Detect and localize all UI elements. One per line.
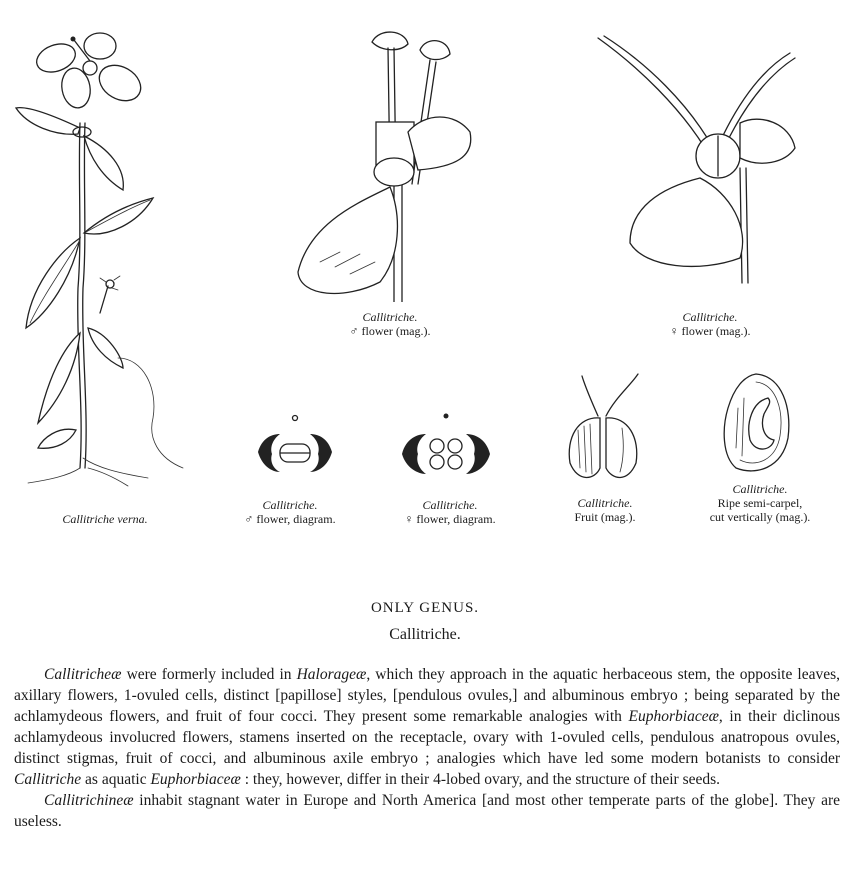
paragraph-2 (14, 790, 840, 832)
caption-fruit-genus: Callitriche. (577, 496, 633, 510)
body-text (14, 664, 840, 832)
caption-female-flower (630, 310, 790, 338)
caption-semi-carpel-desc1: Ripe semi-carpel, (717, 496, 803, 510)
caption-male-flower-desc: ♂ flower (mag.). (349, 324, 431, 338)
male-diagram-illustration (250, 410, 340, 480)
paragraph-1 (14, 664, 840, 790)
caption-fruit (545, 496, 665, 524)
callitriche-verna-illustration (8, 28, 198, 488)
para1-segment: Callitricheæ (44, 666, 122, 683)
caption-callitriche-verna (20, 512, 190, 526)
fruit-illustration (560, 368, 650, 488)
caption-male-diagram-desc: ♂ flower, diagram. (244, 512, 336, 526)
caption-verna-text: Callitriche verna. (62, 512, 148, 526)
figure-callitriche-verna (8, 28, 198, 488)
figure-female-flower (590, 28, 800, 288)
caption-female-flower-genus: Callitriche. (682, 310, 738, 324)
caption-male-flower-genus: Callitriche. (362, 310, 418, 324)
genus-heading: Callitriche. (389, 626, 461, 643)
para1-segment: Euphorbiaceæ (628, 708, 719, 725)
para2-segment: Callitrichineæ (44, 792, 134, 809)
female-flower-illustration (590, 28, 800, 288)
figure-male-flower (290, 22, 480, 302)
caption-male-flower (310, 310, 470, 338)
caption-female-diagram-desc: ♀ flower, diagram. (404, 512, 496, 526)
para1-segment: Euphorbiaceæ (150, 771, 241, 788)
para1-segment: were formerly included in (121, 666, 297, 683)
figure-semi-carpel (716, 368, 796, 478)
caption-semi-carpel (680, 482, 840, 524)
figure-female-diagram (396, 410, 496, 480)
male-flower-illustration (290, 22, 480, 302)
para1-segment: , in their diclinous achlamydeous involucred flowers, stamens inserted on the receptacle, ovary with 1-ovuled cells, pendulous anatropous ovules, distinct stigmas, fruit of cocci, and albuminous axile embryo ; analogies which have led some modern botanists to consider (14, 708, 840, 767)
para1-segment: Halorageæ (296, 666, 367, 683)
figure-fruit (560, 368, 650, 488)
female-diagram-illustration (396, 410, 496, 480)
caption-male-diagram-genus: Callitriche. (262, 498, 318, 512)
caption-female-flower-desc: ♀ flower (mag.). (669, 324, 751, 338)
section-heading: ONLY GENUS. (370, 600, 480, 616)
para1-segment: Callitriche (14, 771, 82, 788)
para1-segment: , which they approach in the aquatic herbaceous stem, the opposite leaves, axillary flowers, 1-ovuled cells, distinct [papillose] styles, [pendulous ovules,] and albuminous embryo ; being separated by the achlamydeous flowers, and fruit of four cocci. They present some remarkable analogies with (14, 666, 840, 725)
caption-semi-carpel-desc2: cut vertically (mag.). (709, 510, 811, 524)
para1-segment: : they, however, differ in their 4-lobed ovary, and the structure of their seeds. (240, 771, 721, 788)
caption-fruit-desc: Fruit (mag.). (574, 510, 636, 524)
caption-male-diagram (220, 498, 360, 526)
figure-male-diagram (250, 410, 340, 480)
caption-female-diagram-genus: Callitriche. (422, 498, 478, 512)
caption-female-diagram (380, 498, 520, 526)
caption-semi-carpel-genus: Callitriche. (732, 482, 788, 496)
semi-carpel-illustration (716, 368, 796, 478)
para1-segment: as aquatic (81, 771, 151, 788)
para2-segment: inhabit stagnant water in Europe and North America [and most other temperate parts of the globe]. They are useless. (14, 792, 840, 830)
